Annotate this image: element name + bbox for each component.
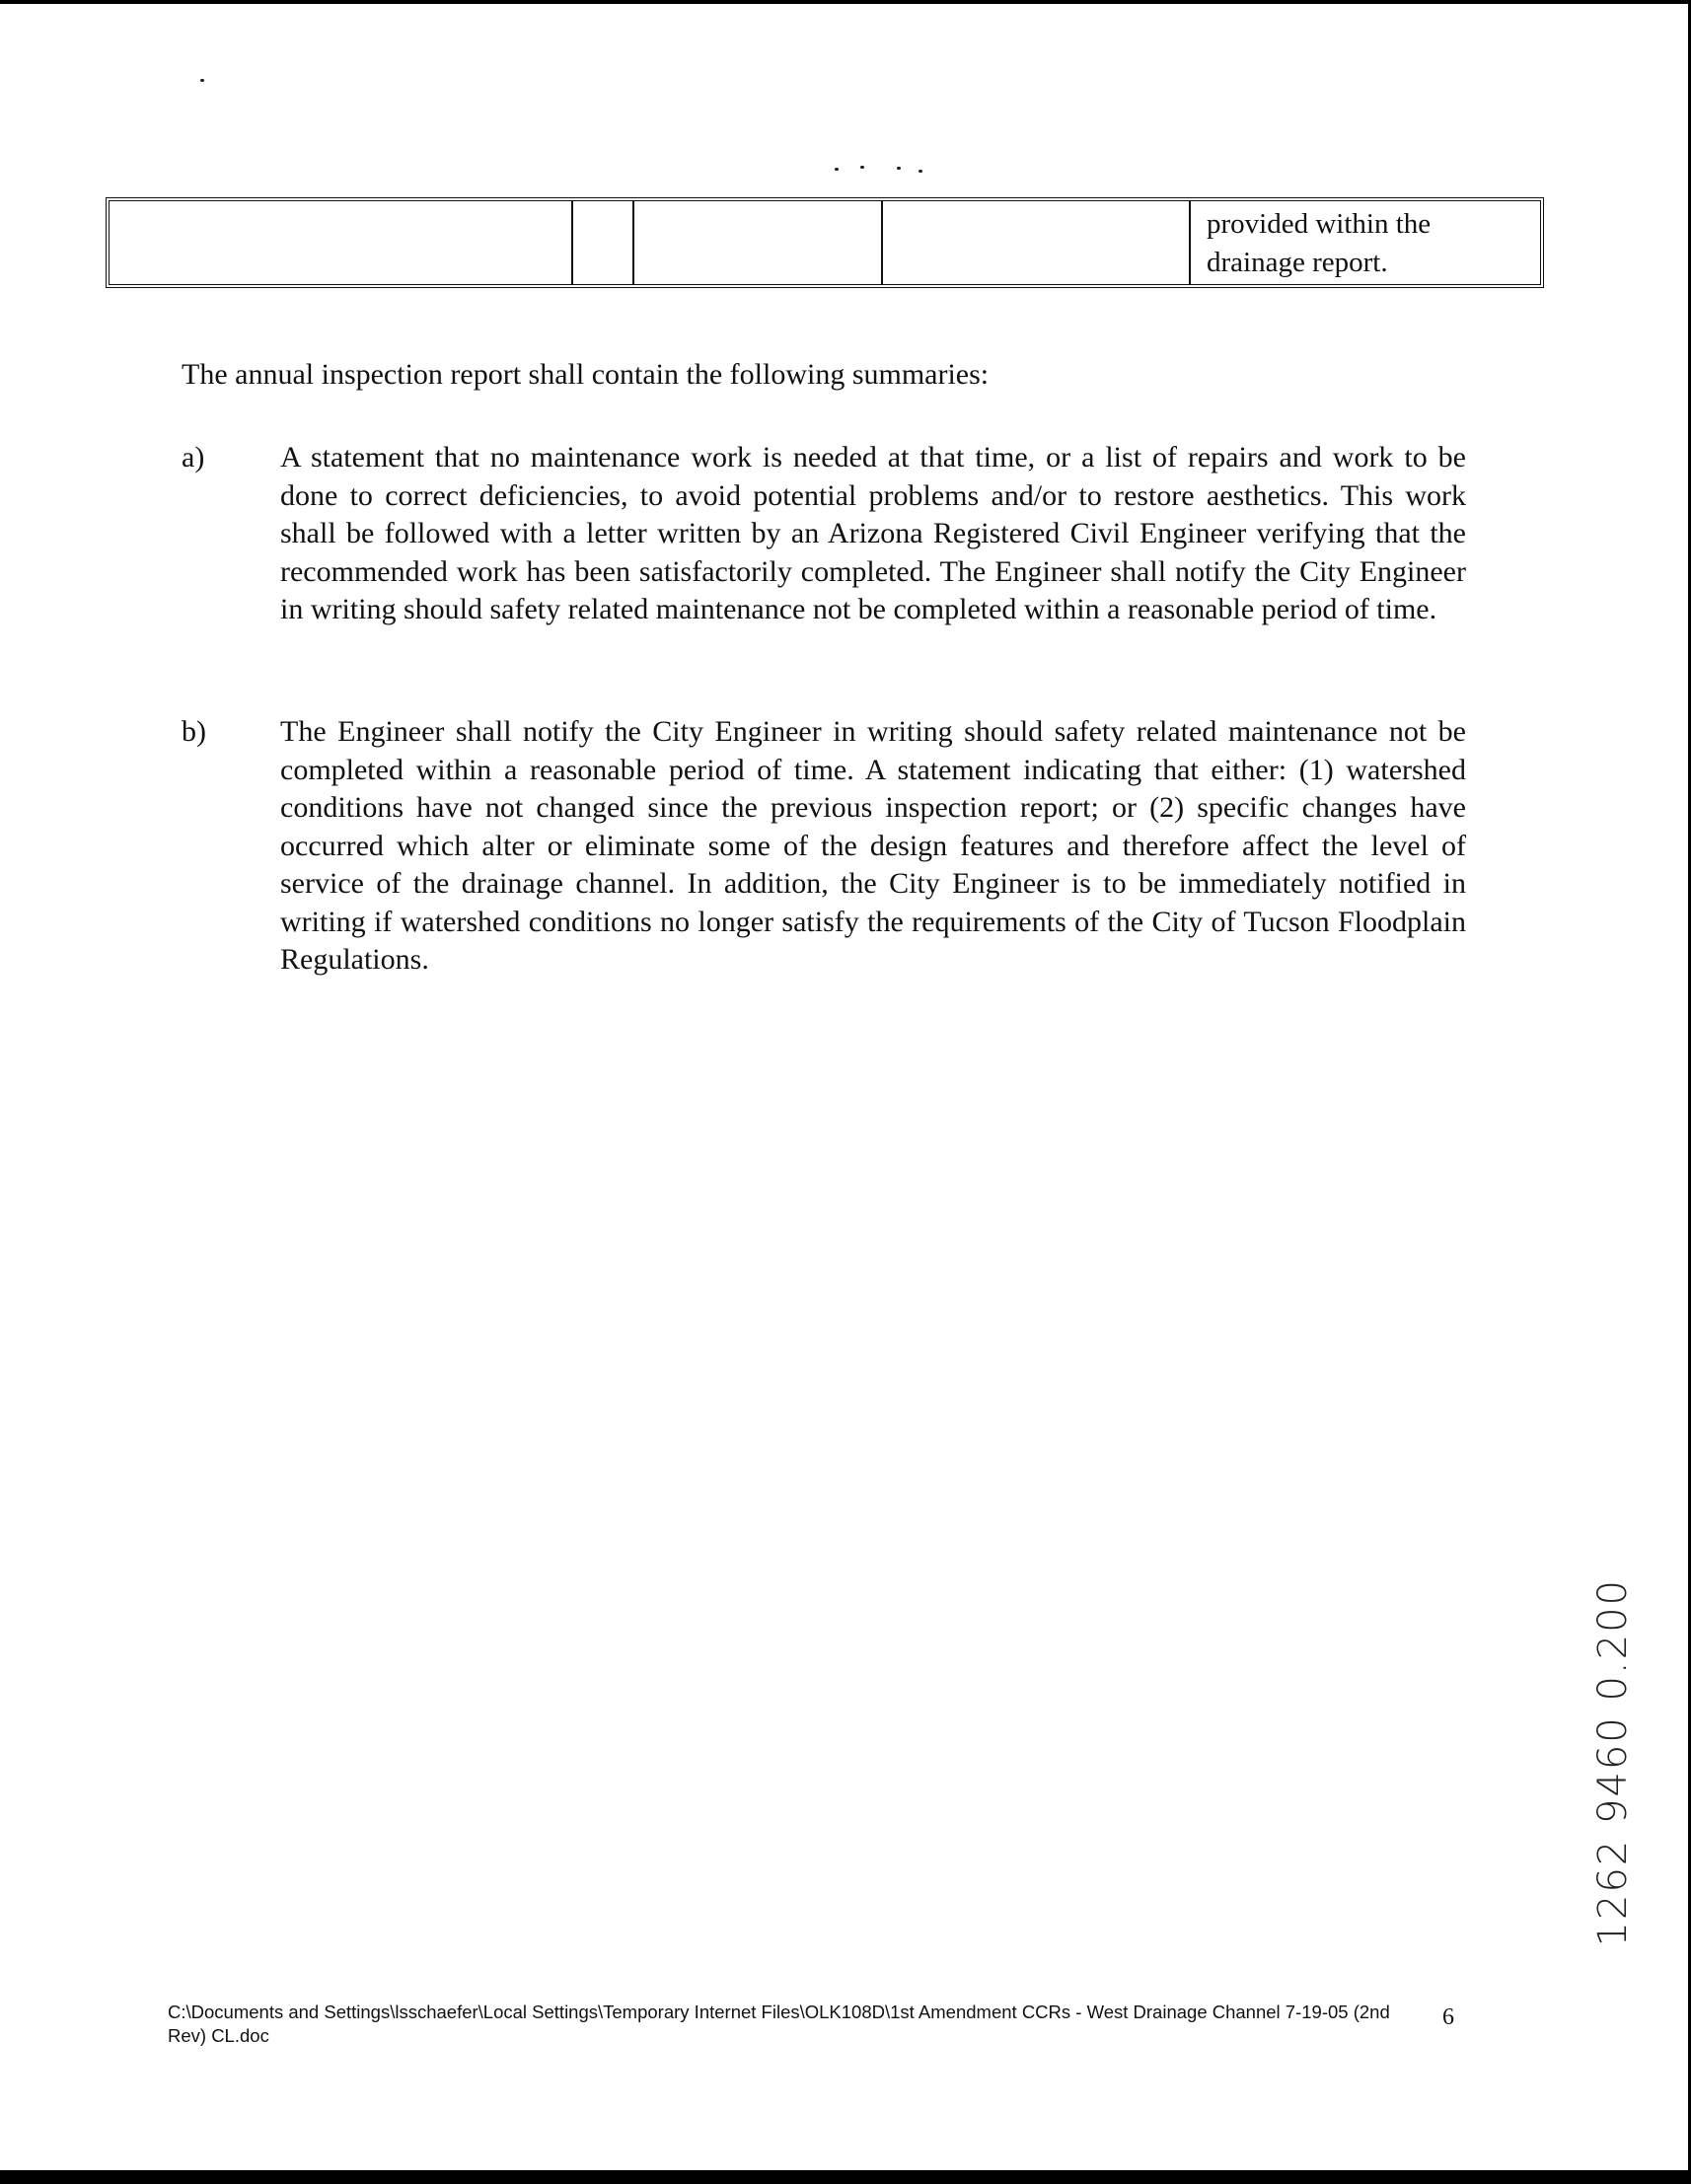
intro-paragraph: The annual inspection report shall contain the following summaries: xyxy=(182,358,990,391)
margin-recording-stamp xyxy=(1590,1578,1650,1947)
summary-text: A statement that no maintenance work is needed at that time, or a list of repairs and work to be done to correct deficiencies, to avoid potential problems and/or to restore aesthetics. This work shall be followed with a letter written by an Arizona Registered Civil Engineer verifying that the recommended work has been satisfactorily completed. The Engineer shall notify the City Engineer in writing should safety related maintenance not be completed within a reasonable period of time. xyxy=(280,441,1466,625)
margin-stamp-text: 1262 9460 0.200 xyxy=(1590,1578,1636,1947)
table-fragment xyxy=(106,197,1544,288)
scan-speck xyxy=(897,167,901,170)
scan-edge-bottom xyxy=(0,2170,1691,2184)
summary-label: b) xyxy=(182,715,206,748)
footer-file-path: C:\Documents and Settings\lsschaefer\Local Settings\Temporary Internet Files\OLK108D\1st Amendment CCRs - West Drainage Channel 7-19-05 (2nd Rev) CL.doc xyxy=(168,2002,1390,2046)
scan-speck xyxy=(860,166,864,169)
page-number: 6 xyxy=(1442,2004,1454,2030)
table-cell xyxy=(881,201,1189,284)
table-cell-text: provided within the drainage report. xyxy=(1207,208,1432,278)
summary-label: a) xyxy=(182,441,205,473)
scan-speck xyxy=(919,170,922,173)
summary-text: The Engineer shall notify the City Engineer in writing should safety related maintenance not be completed within a reasonable period of time. A statement indicating that either: (1) watershed conditions have not changed since the previous inspection report; or (2) specific changes have occurred which alter or eliminate some of the design features and therefore affect the level of service of the drainage channel. In addition, the City Engineer is to be immediately notified in writing if watershed conditions no longer satisfy the requirements of the City of Tucson Floodplain Regulations. xyxy=(280,715,1466,976)
table-cell xyxy=(110,201,571,284)
scan-edge-top xyxy=(0,0,1691,4)
table-cell xyxy=(1189,201,1540,284)
table-cell xyxy=(632,201,881,284)
table-row xyxy=(110,201,1540,284)
scan-speck xyxy=(835,168,839,171)
scan-speck xyxy=(200,79,204,82)
table-cell xyxy=(571,201,632,284)
